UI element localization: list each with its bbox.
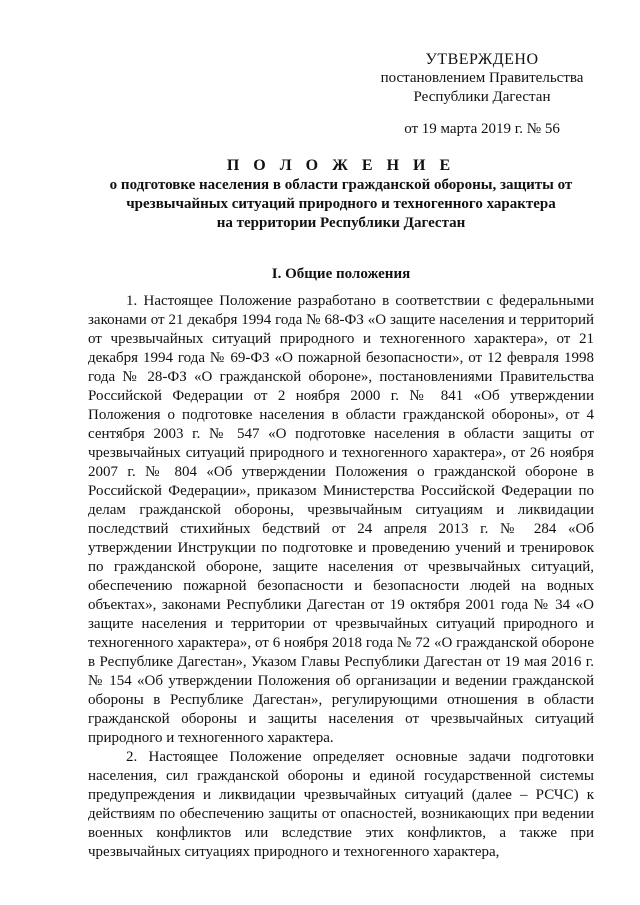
document-body: [88, 292, 594, 862]
approval-issuer-line-1: постановлением Правительства: [380, 70, 584, 86]
approved-label: УТВЕРЖДЕНО: [425, 51, 539, 68]
approval-stamp-block: [362, 50, 602, 139]
paragraph-1: 1. Настоящее Положение разработано в соответствии с федеральными законами от 21 декабря 1994 года № 68-ФЗ «О защите населения и территорий от чрезвычайных ситуаций природного и техногенного характера», от 21 декабря 1994 года № 69-ФЗ «О пожарной безопасности», от 12 февраля 1998 года № 28-ФЗ «О гражданской обороне», постановлениями Правительства Российской Федерации от 2 ноября 2000 г. № 841 «Об утверждении Положения о подготовке населения в области гражданской обороны», от 4 сентября 2003 г. № 547 «О подготовке населения в области защиты от чрезвычайных ситуаций природного и техногенного характера», от 26 ноября 2007 г. № 804 «Об утверждении Положения о гражданской обороне в Российской Федерации», приказом Министерства Российской Федерации по делам гражданской обороны, чрезвычайным ситуациям и ликвидации последствий стихийных бедствий от 24 апреля 2013 г. № 284 «Об утверждении Инструкции по подготовке и проведению учений и тренировок по гражданской обороне, защите населения от чрезвычайных ситуаций, обеспечению пожарной безопасности и безопасности людей на водных объектах», законами Республики Дагестан от 19 октября 2001 года № 34 «О защите населения и территории от чрезвычайных ситуаций природного и техногенного характера», от 6 ноября 2018 года № 72 «О гражданской обороне в Республике Дагестан», Указом Главы Республики Дагестан от 19 мая 2016 г. № 154 «Об утверждении Положения об организации и ведении гражданской обороны в Республике Дагестан», регулирующими отношения в области гражданской обороны и защиты населения от чрезвычайных ситуаций природного и техногенного характера.: [88, 293, 594, 746]
paragraph-2: 2. Настоящее Положение определяет основные задачи подготовки населения, сил гражданской обороны и единой государственной системы предупреждения и ликвидации чрезвычайных ситуаций (далее – РСЧС) к действиям по обеспечению защиты от опасностей, возникающих при ведении военных конфликтов или вследствие этих конфликтов, а также при чрезвычайных ситуациях природного и техногенного характера,: [88, 749, 594, 860]
document-subtitle-line-1: о подготовке населения в области гражданской обороны, защиты от: [109, 177, 573, 193]
section-heading: I. Общие положения: [271, 266, 411, 282]
document-subtitle-line-2: чрезвычайных ситуаций природного и техногенного характера: [126, 196, 556, 212]
document-title-block: [86, 156, 596, 233]
document-title: П О Л О Ж Е Н И Е: [226, 157, 456, 174]
document-subtitle-line-3: на территории Республики Дагестан: [216, 215, 466, 231]
approval-date: от 19 марта 2019 г. № 56: [404, 121, 560, 137]
approval-issuer-line-2: Республики Дагестан: [413, 89, 551, 105]
